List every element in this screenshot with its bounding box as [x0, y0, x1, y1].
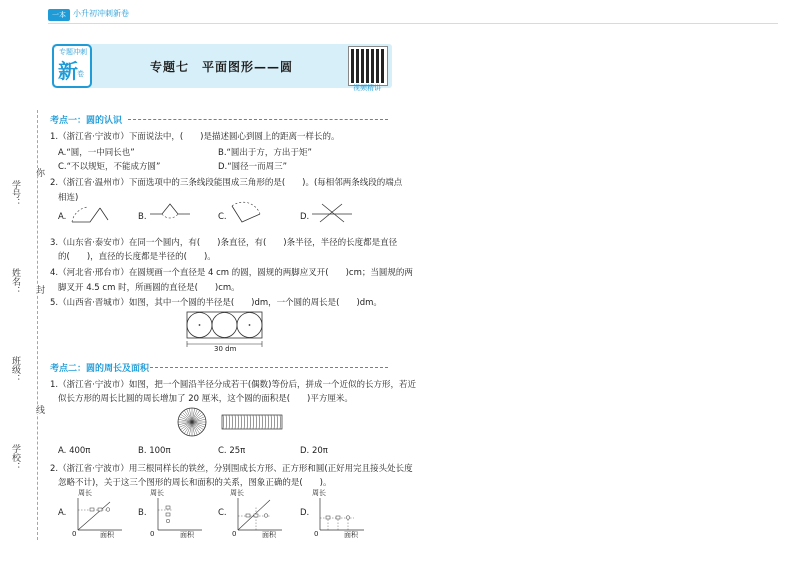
graph-d-ylabel: 周长: [312, 489, 326, 497]
s1-q1-stem: 1.（浙江省·宁波市）下面说法中，( )是描述圆心到圆上的距离一样长的。: [50, 132, 340, 142]
graph-c-plot: [236, 496, 286, 532]
graph-c-origin: 0: [232, 530, 237, 538]
s1-q1-option-c: C.“不以规矩，不能成方圆”: [58, 162, 161, 172]
s1-q3-line1: 3.（山东省·泰安市）在同一个圆内，有( )条直径，有( )条半径，半径的长度都是直径: [50, 238, 398, 248]
series-title: 小升初冲刺新卷: [73, 9, 129, 18]
s1-q1-option-d: D.“圆径一而周三”: [218, 162, 288, 172]
strip-line: [280, 415, 281, 429]
s1-q2-figure-c: [228, 202, 268, 226]
strip-line: [256, 415, 257, 429]
s2-q1-figure: [176, 406, 286, 440]
s2-q1-option-d: D. 20π: [300, 446, 328, 456]
header-divider: [48, 23, 778, 24]
s1-q2-option-a: A.: [58, 212, 67, 222]
strip-line: [226, 415, 227, 429]
s2-q2-option-d: D.: [300, 508, 310, 518]
s1-q4-line2: 脚叉开 4.5 cm 时，所画圆的直径是( )cm。: [58, 283, 240, 293]
section2-title: 考点二：圆的周长及面积: [50, 364, 150, 374]
graph-d-xlabel: 面积: [344, 531, 358, 539]
s1-q1-option-b: B.“圆出于方，方出于矩”: [218, 148, 312, 158]
graph-b-ylabel: 周长: [150, 489, 164, 497]
qr-code-icon[interactable]: [349, 47, 387, 85]
s1-q2-option-b: B.: [138, 212, 147, 222]
s1-q2-figure-a: [70, 204, 110, 226]
strip-line: [235, 415, 236, 429]
field-name: 姓名：: [10, 268, 20, 295]
s2-q1-line1: 1.（浙江省·宁波市）如图，把一个圆沿半径分成若干(偶数)等份后，拼成一个近似的长方形，若近: [50, 380, 416, 390]
graph-b-origin: 0: [150, 530, 155, 538]
s2-q1-option-a: A. 400π: [58, 446, 91, 456]
s1-q5-dimension: 30 dm: [214, 345, 237, 353]
section1-title: 考点一：圆的认识: [50, 116, 123, 126]
s1-q2-option-d: D.: [300, 212, 310, 222]
strip-line: [271, 415, 272, 429]
strip-line: [274, 415, 275, 429]
graph-b-plot: [156, 496, 206, 532]
strip-line: [232, 415, 233, 429]
brand-badge: 一本: [48, 9, 70, 21]
strip-line: [259, 415, 260, 429]
strip-line: [262, 415, 263, 429]
s2-q2-option-b: B.: [138, 508, 147, 518]
graph-c-ylabel: 周长: [230, 489, 244, 497]
s2-q1-option-b: B. 100π: [138, 446, 171, 456]
strip-line: [253, 415, 254, 429]
strip-line: [277, 415, 278, 429]
graph-a-xlabel: 面积: [100, 531, 114, 539]
s2-q2-option-c: C.: [218, 508, 227, 518]
s2-q1-line2: 似长方形的周长比圆的周长增加了 20 厘米，这个圆的面积是( )平方厘米。: [58, 394, 353, 404]
s2-q2-line2: 忽略不计)，关于这三个图形的周长和面积的关系，图象正确的是( )。: [58, 478, 332, 488]
strip-line: [250, 415, 251, 429]
field-class: 班级：: [10, 356, 20, 383]
strip-line: [241, 415, 242, 429]
strip-line: [268, 415, 269, 429]
cut-mark-2: 封: [34, 285, 44, 294]
s1-q4-line1: 4.（河北省·邢台市）在圆规画一个直径是 4 cm 的圆，圆规的两脚应叉开( )cm；当圆规的两: [50, 268, 413, 278]
s1-q2-figure-b: [148, 202, 192, 226]
s2-q1-option-c: C. 25π: [218, 446, 246, 456]
strip-line: [244, 415, 245, 429]
s1-q1-option-a: A.“圆，一中同长也”: [58, 148, 135, 158]
logo-big-char: 新: [58, 59, 78, 83]
cut-mark-3: 线: [34, 405, 44, 414]
field-student-id: 学号：: [10, 180, 20, 207]
qr-caption: 视频精讲: [353, 84, 381, 92]
logo-small-char: 卷: [77, 70, 84, 78]
field-school: 学校：: [10, 444, 20, 471]
s1-q2-figure-d: [310, 202, 354, 226]
strip-line: [223, 415, 224, 429]
s1-q3-line2: 的( )，直径的长度都是半径的( )。: [58, 252, 216, 262]
section2-rule: [150, 367, 388, 368]
s1-q2-option-c: C.: [218, 212, 227, 222]
graph-d-plot: [318, 496, 368, 532]
strip-line: [265, 415, 266, 429]
s2-q2-option-a: A.: [58, 508, 67, 518]
graph-a-plot: [76, 496, 126, 532]
graph-c-xlabel: 面积: [262, 531, 276, 539]
s2-q2-line1: 2.（浙江省·宁波市）用三根同样长的铁丝，分别围成长方形、正方形和圆(正好用完且接头处长度: [50, 464, 413, 474]
s1-q5-stem: 5.（山西省·晋城市）如图，其中一个圆的半径是( )dm，一个圆的周长是( )dm。: [50, 298, 382, 308]
graph-a-ylabel: 周长: [78, 489, 92, 497]
graph-a-origin: 0: [72, 530, 77, 538]
graph-d-origin: 0: [314, 530, 319, 538]
strip-line: [238, 415, 239, 429]
cut-mark-1: 你: [34, 168, 44, 177]
page-title: 专题七 平面图形——圆: [150, 60, 294, 74]
graph-b-xlabel: 面积: [180, 531, 194, 539]
s1-q2-stem: 2.（浙江省·温州市）下面选项中的三条线段能围成三角形的是( )。(每相邻两条线段的端点: [50, 178, 403, 188]
logo-top-text: 专题冲刺: [59, 48, 87, 56]
s1-q2-stem-2: 相连): [58, 193, 79, 203]
strip-line: [229, 415, 230, 429]
strip-line: [247, 415, 248, 429]
section1-rule: [128, 119, 388, 120]
